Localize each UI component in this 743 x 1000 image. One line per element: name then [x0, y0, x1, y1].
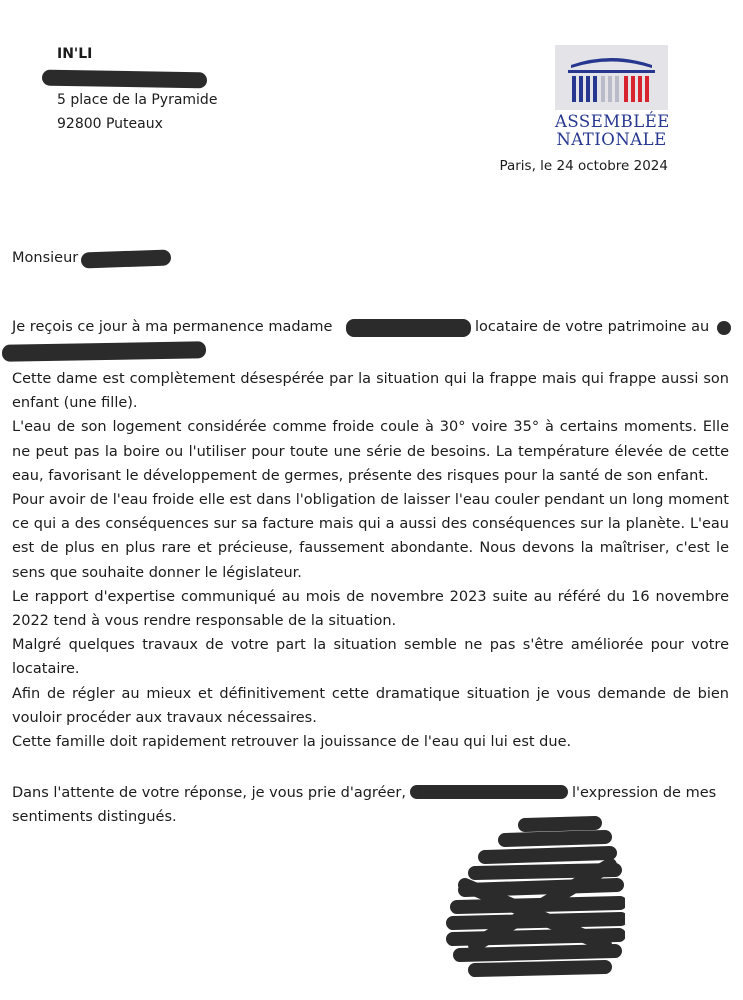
logo-text-line2: NATIONALE: [556, 130, 667, 149]
paragraph: Le rapport d'expertise communiqué au mois de novembre 2023 suite au référé du 16 novembre 2022 tend à vous rendre responsable de la situation.: [12, 588, 729, 630]
paragraph: L'eau de son logement considérée comme froide coule à 30° voire 35° à certains moments. Elle ne peut pas la boire ou l'utiliser pour toute une série de besoins. La température élevée de cette eau, favorisant le développement de germes, présente des risques pour la santé de son enfant.: [12, 419, 729, 484]
recipient-name: IN'LI: [57, 46, 93, 62]
logo-text-line1: ASSEMBLÉE: [555, 112, 670, 131]
date-line: Paris, le 24 octobre 2024: [499, 158, 668, 174]
redaction-mark: [346, 319, 471, 337]
paragraph: Pour avoir de l'eau froide elle est dans l'obligation de laisser l'eau couler pendant un long moment ce qui a des conséquences sur sa facture mais qui a aussi des conséquences sur la planète. L'eau est de plus en plus rare et précieuse, faussement abondante. Nous devons la maîtriser, c'est le sens que souhaite donner le législateur.: [12, 492, 729, 581]
greeting: Monsieur: [12, 250, 79, 266]
redaction-mark: [410, 785, 568, 799]
paragraph: Malgré quelques travaux de votre part la situation semble ne pas s'être améliorée pour votre locataire.: [12, 637, 729, 678]
closing-part2: l'expression de mes sentiments distingués.: [12, 785, 717, 826]
redaction-mark: [81, 249, 172, 268]
paragraph: Afin de régler au mieux et définitivement cette dramatique situation je vous demande de bien vouloir procéder aux travaux nécessaires.: [12, 685, 729, 726]
opening-part1: Je reçois ce jour à ma permanence madame: [12, 319, 333, 335]
recipient-address-line2: 92800 Puteaux: [57, 116, 163, 132]
redaction-mark: [2, 341, 206, 362]
redaction-mark: [717, 321, 731, 335]
redacted-signature: [445, 815, 625, 985]
hemicycle-icon: [555, 45, 668, 110]
redaction-mark: [42, 70, 207, 89]
closing-part1: Dans l'attente de votre réponse, je vous prie d'agréer,: [12, 785, 406, 801]
paragraph: Cette dame est complètement désespérée par la situation qui la frappe mais qui frappe aussi son enfant (une fille).: [12, 371, 729, 412]
recipient-address-line1: 5 place de la Pyramide: [57, 92, 218, 108]
paragraph: Cette famille doit rapidement retrouver la jouissance de l'eau qui lui est due.: [12, 734, 572, 751]
opening-part2: locataire de votre patrimoine au: [475, 319, 710, 335]
letter-body: [12, 367, 729, 754]
assemblee-nationale-logo: [555, 45, 668, 152]
logo-emblem: [555, 45, 668, 110]
